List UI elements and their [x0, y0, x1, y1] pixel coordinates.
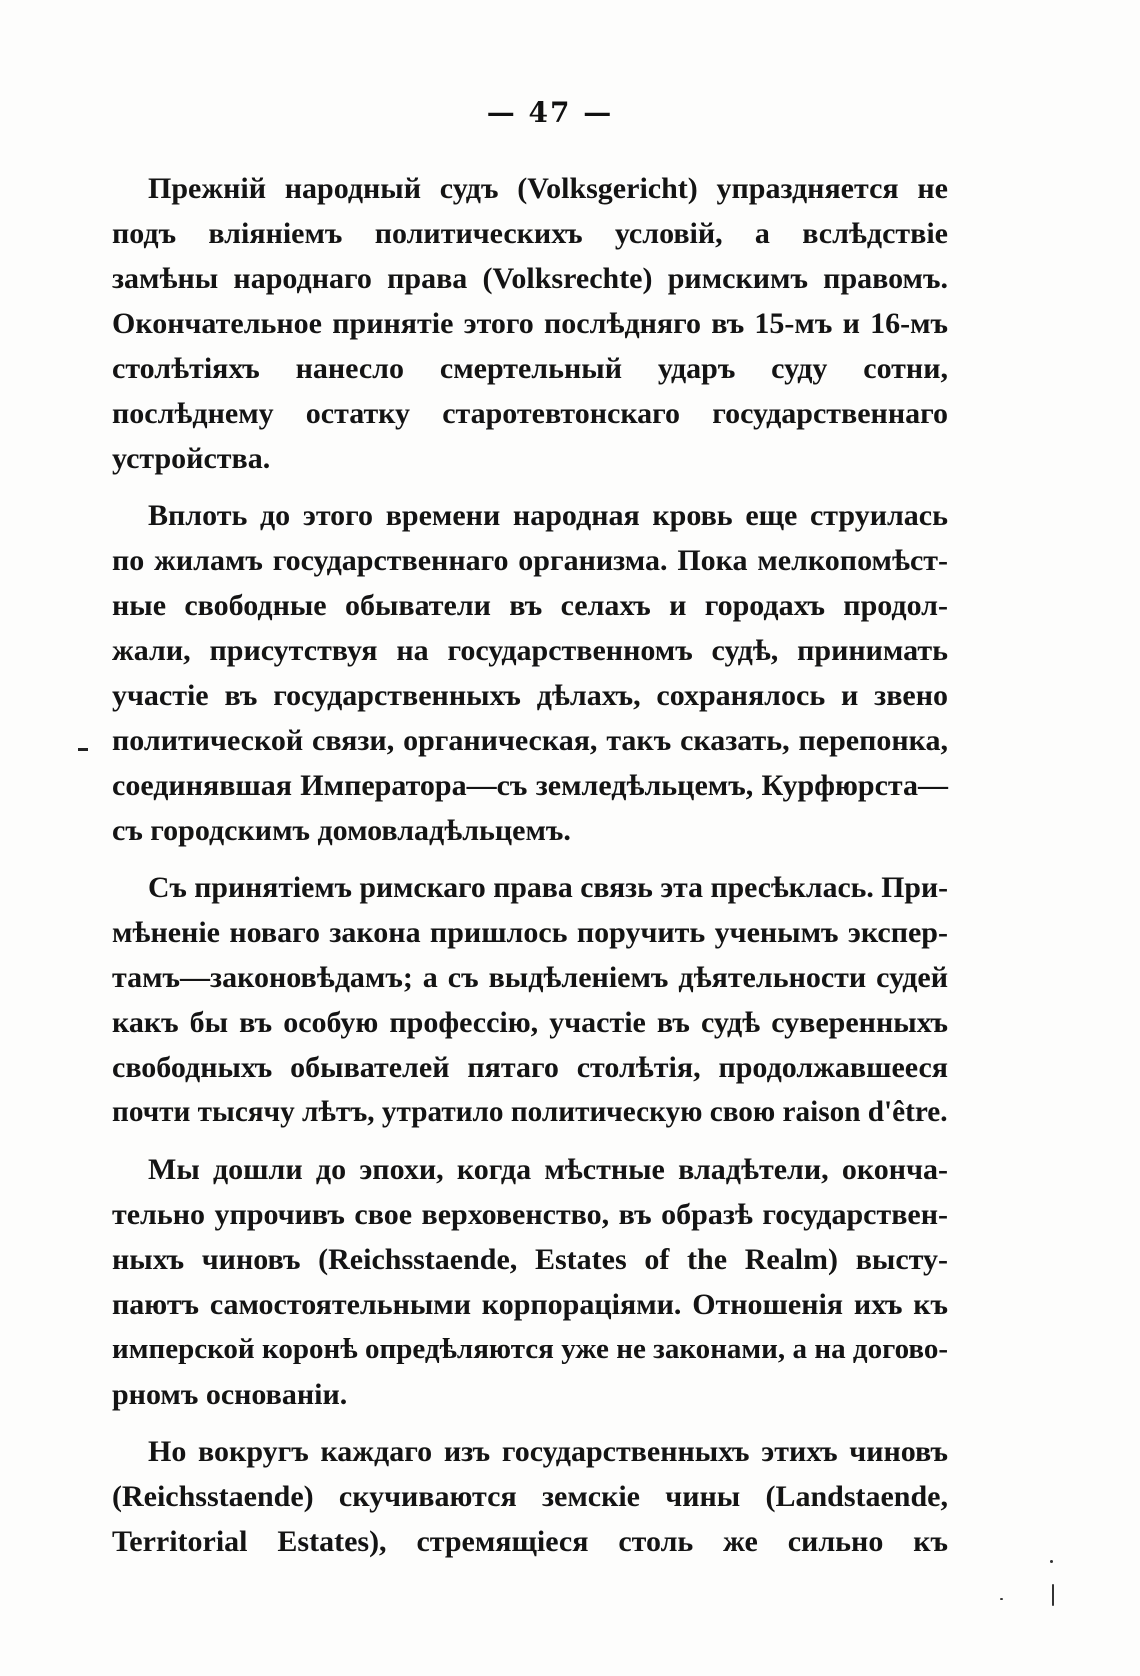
text-line: замѣны народнаго права (Volksrechte) римскимъ правомъ. [112, 262, 948, 295]
ink-speck [1050, 1560, 1053, 1563]
text-line: рномъ основаніи. [112, 1378, 348, 1411]
text-line: Съ принятіемъ римскаго права связь эта пресѣклась. При- [148, 871, 948, 904]
text-line: Мы дошли до эпохи, когда мѣстные владѣтели, оконча- [148, 1153, 948, 1186]
text-line: почти тысячу лѣтъ, утратило политическую свою raison d'être. [112, 1096, 948, 1128]
text-line: Territorial Estates), стремящіеся столь же сильно къ [112, 1525, 948, 1558]
text-line: столѣтіяхъ нанесло смертельный ударъ суду сотни, [112, 352, 948, 385]
text-line: ныхъ чиновъ (Reichsstaende, Estates of the Realm) высту- [112, 1243, 948, 1276]
text-line: свободныхъ обывателей пятаго столѣтія, продолжавшееся [112, 1051, 948, 1084]
paragraph [112, 493, 948, 853]
text-line: политической связи, органическая, такъ сказать, перепонка, [112, 724, 948, 757]
text-line: устройства. [112, 442, 271, 475]
text-line: какъ бы въ особую профессію, участіе въ судѣ суверенныхъ [112, 1006, 948, 1039]
ink-speck [1000, 1598, 1003, 1600]
text-line: съ городскимъ домовладѣльцемъ. [112, 814, 571, 847]
text-line: тельно упрочивъ свое верховенство, въ образѣ государствен- [112, 1198, 948, 1231]
text-line: по жиламъ государственнаго организма. Пока мелкопомѣст- [112, 544, 948, 577]
text-line: тамъ—законовѣдамъ; а съ выдѣленіемъ дѣятельности судей [112, 961, 948, 994]
text-line: паютъ самостоятельными корпораціями. Отношенія ихъ къ [112, 1288, 948, 1321]
text-line: имперской коронѣ опредѣляются уже не законами, а на догово- [112, 1333, 948, 1365]
paragraph [112, 1147, 948, 1417]
text-body [112, 166, 948, 1576]
text-line: Но вокругъ каждаго изъ государственныхъ этихъ чиновъ [148, 1435, 948, 1468]
ink-speck [1052, 1584, 1054, 1606]
text-line: (Reichsstaende) скучиваются земскіе чины (Landstaende, [112, 1480, 948, 1513]
text-line: Вплоть до этого времени народная кровь еще струилась [148, 499, 948, 532]
text-line: подъ вліяніемъ политическихъ условій, а вслѣдствіе [112, 217, 948, 250]
text-line: Прежній народный судъ (Volksgericht) упраздняется не [148, 172, 948, 205]
text-line: ные свободные обыватели въ селахъ и городахъ продол- [112, 589, 948, 622]
paragraph [112, 865, 948, 1135]
text-line: мѣненіе новаго закона пришлось поручить ученымъ экспер- [112, 916, 948, 949]
text-line: послѣднему остатку старотевтонскаго государственнаго [112, 397, 948, 430]
text-line: жали, присутствуя на государственномъ судѣ, принимать [112, 634, 948, 667]
paragraph [112, 1429, 948, 1564]
text-line: Окончательное принятіе этого послѣдняго въ 15-мъ и 16-мъ [112, 307, 948, 340]
paragraph [112, 166, 948, 481]
text-line: участіе въ государственныхъ дѣлахъ, сохранялось и звено [112, 679, 948, 712]
text-line: соединявшая Императора—съ земледѣльцемъ, Курфюрста— [112, 769, 948, 802]
margin-mark [78, 748, 88, 751]
page-number: — 47 — [486, 96, 614, 129]
